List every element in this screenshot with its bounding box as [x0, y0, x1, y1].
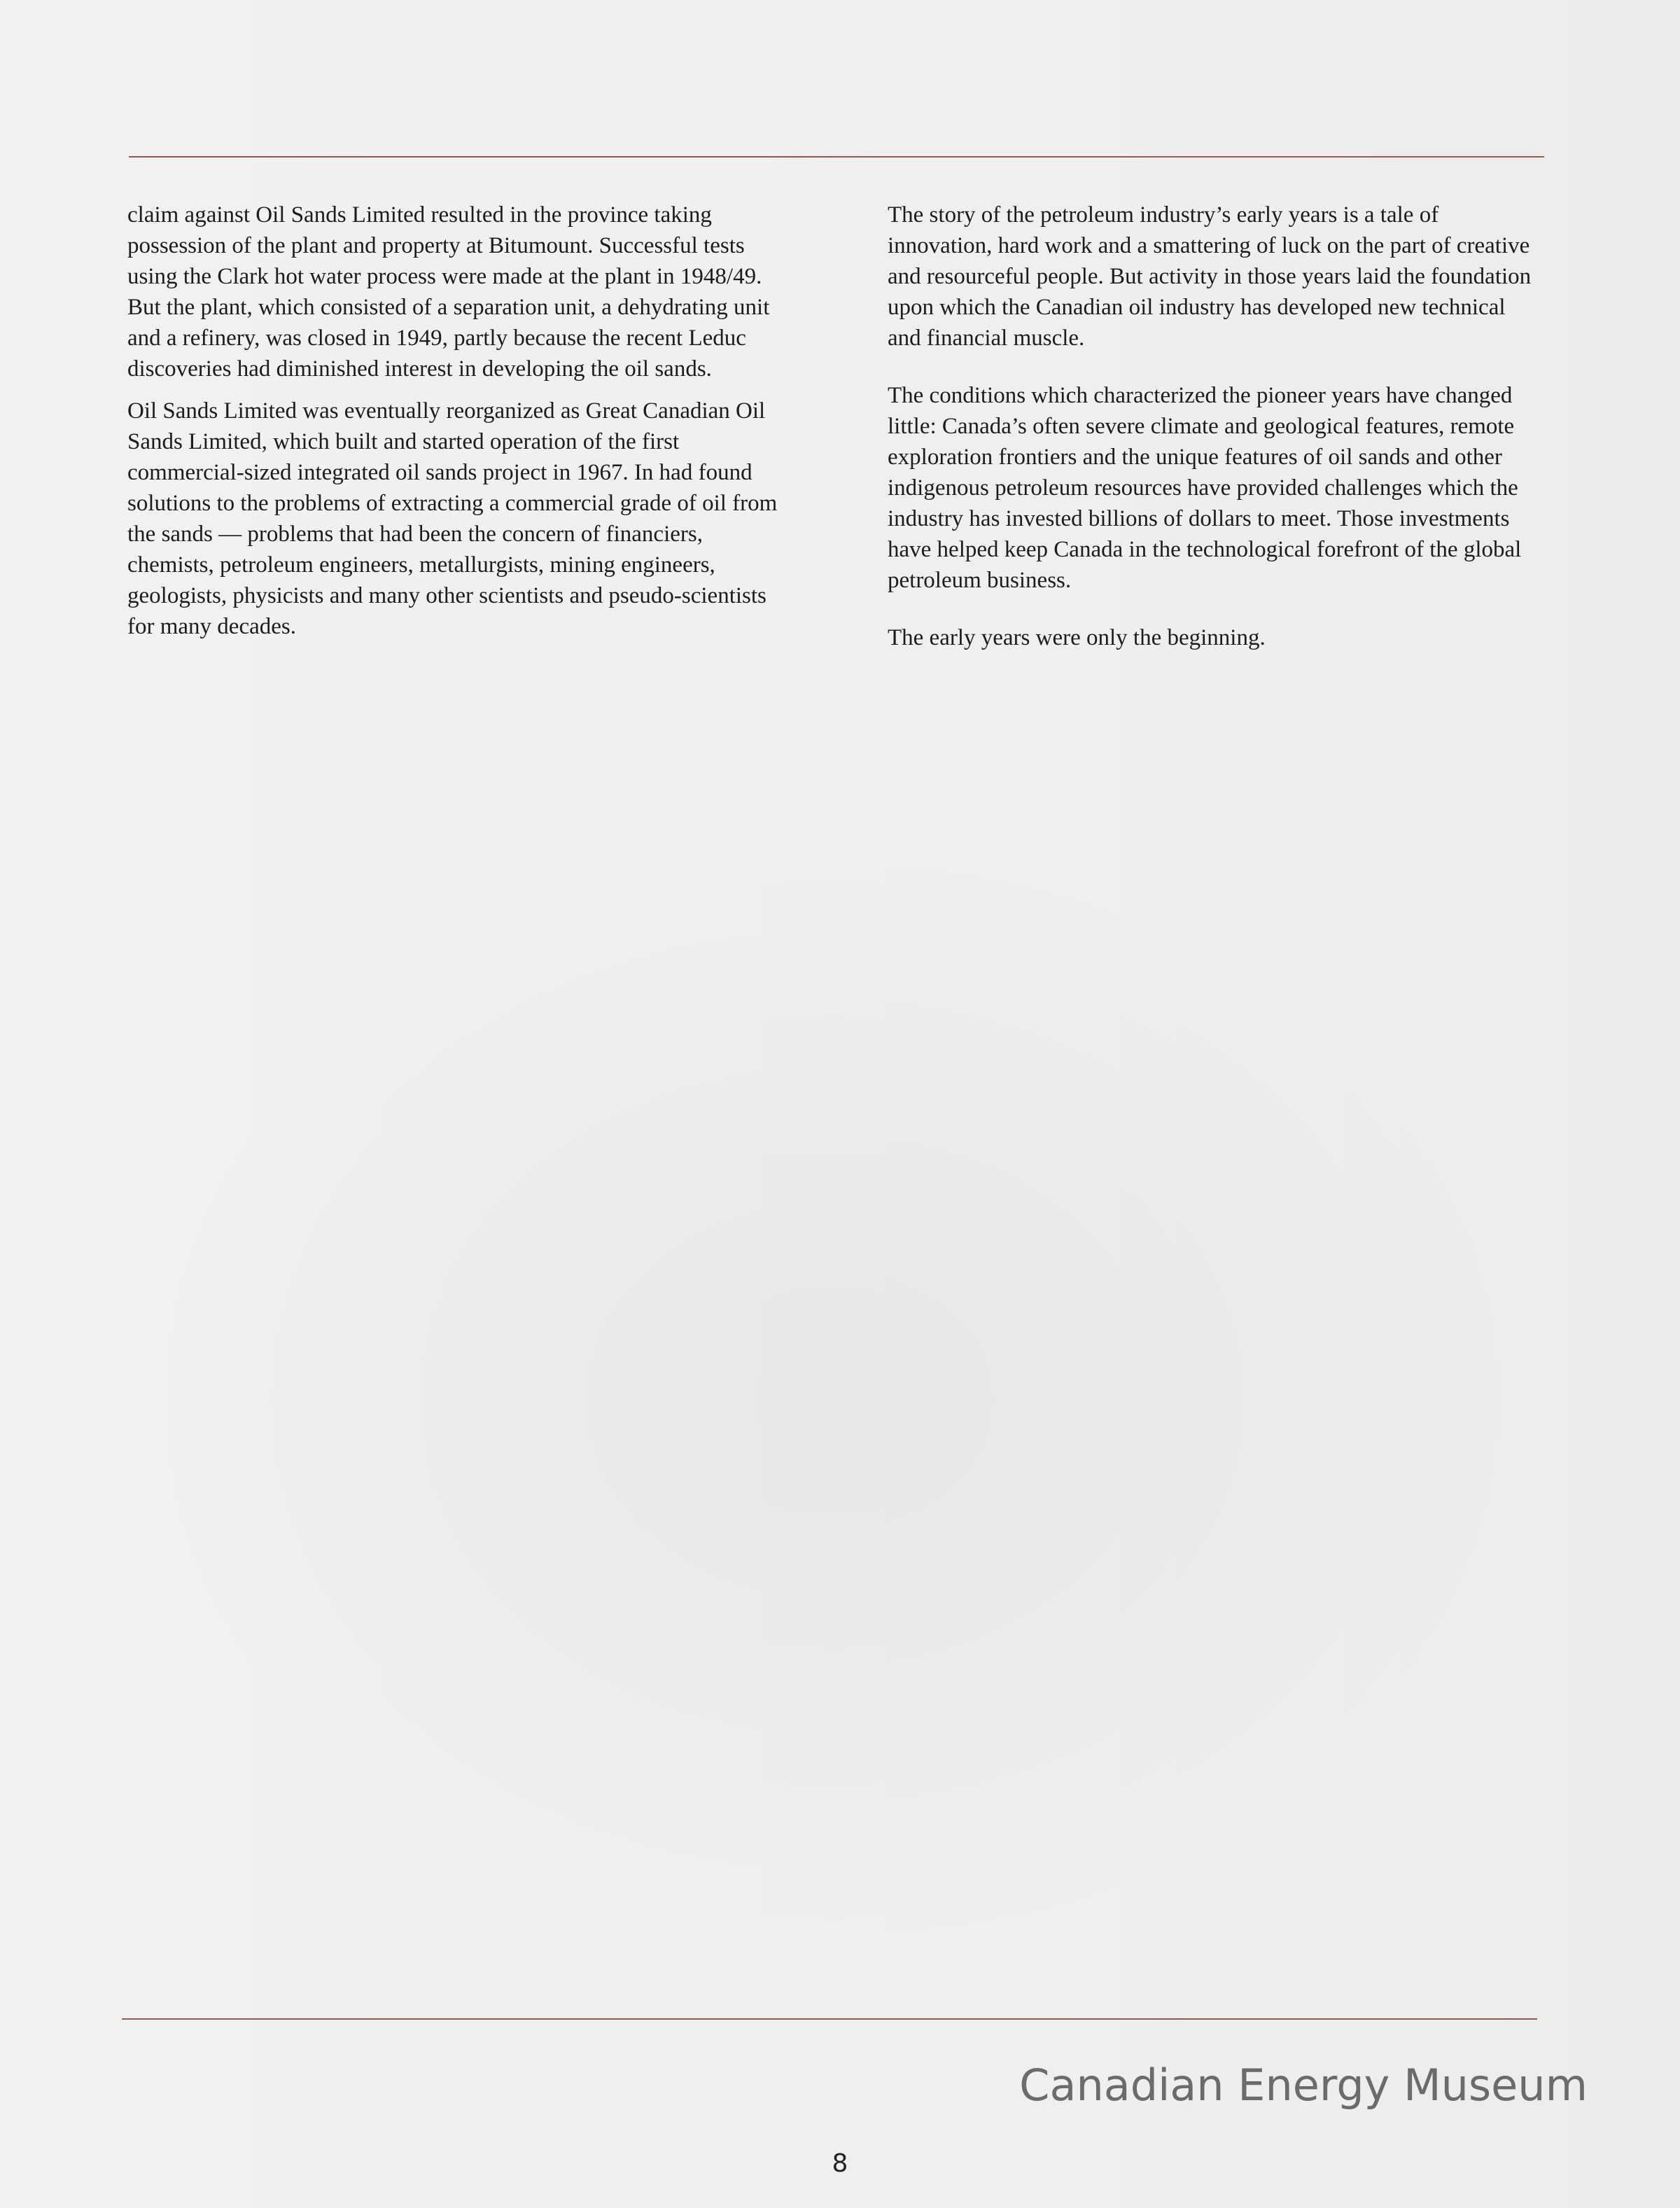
- bottom-rule: [122, 2018, 1537, 2020]
- left-column: [127, 200, 782, 653]
- show-through-background: [119, 826, 1547, 1974]
- top-rule: [129, 156, 1544, 158]
- right-paragraph-3: The early years were only the beginning.: [888, 625, 1266, 650]
- page-number: 8: [832, 2149, 848, 2178]
- right-paragraph-2: The conditions which characterized the pioneer years have changed little: Canada’s often severe climate and geological features, remote exploration frontiers and the unique features of oil sands and other indigenous petroleum resources have provided challenges which the industry has invested billions of dollars to meet. Those investments have helped keep Canada in the technological forefront of the global petroleum business.: [888, 383, 1522, 593]
- left-paragraph-2: Oil Sands Limited was eventually reorganized as Great Canadian Oil Sands Limited, which built and started operation of the first commercial-sized integrated oil sands project in 1967. In had found solutions to the problems of extracting a commercial grade of oil from the sands — problems that had been the concern of financiers, chemists, petroleum engineers, metallurgists, mining engineers, geologists, physicists and many other scientists and pseudo-scientists for many decades.: [127, 398, 778, 639]
- left-paragraph-1: claim against Oil Sands Limited resulted in the province taking possession of the plant and property at Bitumount. Successful tests using the Clark hot water process were made at the plant in 1948/49. But the plant, which consisted of a separation unit, a dehydrating unit and a refinery, was closed in 1949, partly because the recent Leduc discoveries had diminished interest in developing the oil sands.: [127, 202, 770, 382]
- right-column: [888, 200, 1542, 680]
- museum-watermark: Canadian Energy Museum: [1019, 2060, 1588, 2111]
- right-paragraph-1: The story of the petroleum industry’s early years is a tale of innovation, hard work and a smattering of luck on the part of creative and resourceful people. But activity in those years laid the foundation upon which the Canadian oil industry has developed new technical and financial muscle.: [888, 202, 1532, 351]
